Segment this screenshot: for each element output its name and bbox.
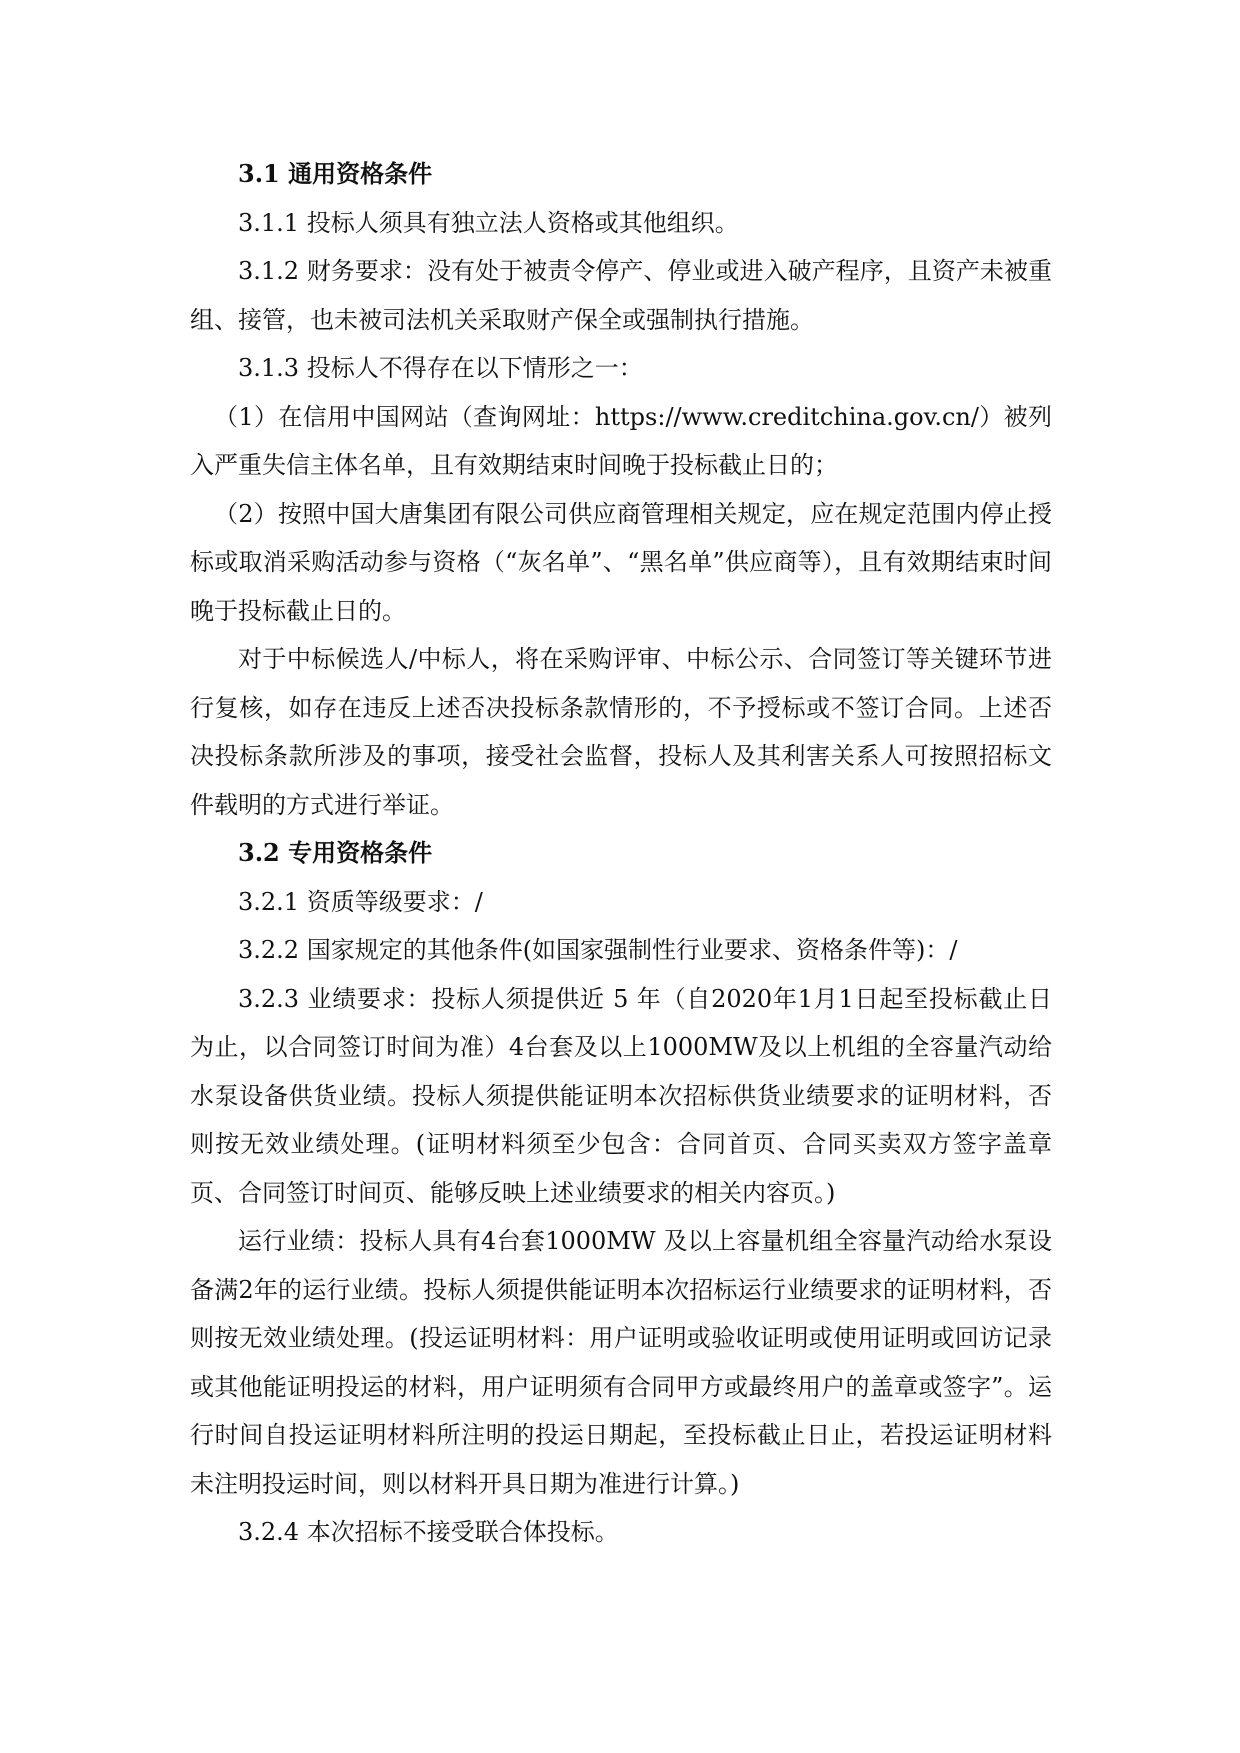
clause-3-1-3-item-2: （2）按照中国大唐集团有限公司供应商管理相关规定，应在规定范围内停止授标或取消采购活动参与资格（“灰名单”、“黑名单”供应商等），且有效期结束时间晚于投标截止日的。 — [190, 499, 1052, 625]
document-page — [190, 150, 1052, 1557]
review-note: 对于中标候选人/中标人，将在采购评审、中标公示、合同签订等关键环节进行复核，如存在违反上述否决投标条款情形的，不予授标或不签订合同。上述否决投标条款所涉及的事项，接受社会监督，投标人及其利害关系人可按照招标文件载明的方式进行举证。 — [190, 645, 1052, 819]
operation-performance: 运行业绩：投标人具有4台套1000MW 及以上容量机组全容量汽动给水泵设备满2年的运行业绩。投标人须提供能证明本次招标运行业绩要求的证明材料，否则按无效业绩处理。(投运证明材料：用户证明或验收证明或使用证明或回访记录或其他能证明投运的材料，用户证明须有合同甲方或最终用户的盖章或签字”。运行时间自投运证明材料所注明的投运日期起，至投标截止日止，若投运证明材料未注明投运时间，则以材料开具日期为准进行计算。) — [190, 1227, 1052, 1498]
clause-3-1-2: 3.1.2 财务要求：没有处于被责令停产、停业或进入破产程序，且资产未被重组、接管，也未被司法机关采取财产保全或强制执行措施。 — [190, 257, 1052, 334]
clause-3-1-3-item-1: （1）在信用中国网站（查询网址：https://www.creditchina.gov.cn/）被列入严重失信主体名单，且有效期结束时间晚于投标截止日的； — [190, 402, 1052, 479]
clause-3-2-1: 3.2.1 资质等级要求：/ — [238, 887, 483, 916]
clause-3-2-4: 3.2.4 本次招标不接受联合体投标。 — [238, 1518, 619, 1546]
clause-3-1-1: 3.1.1 投标人须具有独立法人资格或其他组织。 — [238, 208, 739, 237]
section-3-2-heading: 3.2 专用资格条件 — [238, 838, 433, 867]
clause-3-1-3: 3.1.3 投标人不得存在以下情形之一： — [238, 354, 643, 382]
section-3-1-heading: 3.1 通用资格条件 — [238, 159, 433, 188]
clause-3-2-3: 3.2.3 业绩要求：投标人须提供近 5 年（自2020年1月1日起至投标截止日为止，以合同签订时间为准）4台套及以上1000MW及以上机组的全容量汽动给水泵设备供货业绩。投标人须提供能证明本次招标供货业绩要求的证明材料，否则按无效业绩处理。(证明材料须至少包含：合同首页、合同买卖双方签字盖章页、合同签订时间页、能够反映上述业绩要求的相关内容页。) — [190, 984, 1052, 1207]
clause-3-2-2: 3.2.2 国家规定的其他条件(如国家强制性行业要求、资格条件等)：/ — [238, 936, 958, 964]
